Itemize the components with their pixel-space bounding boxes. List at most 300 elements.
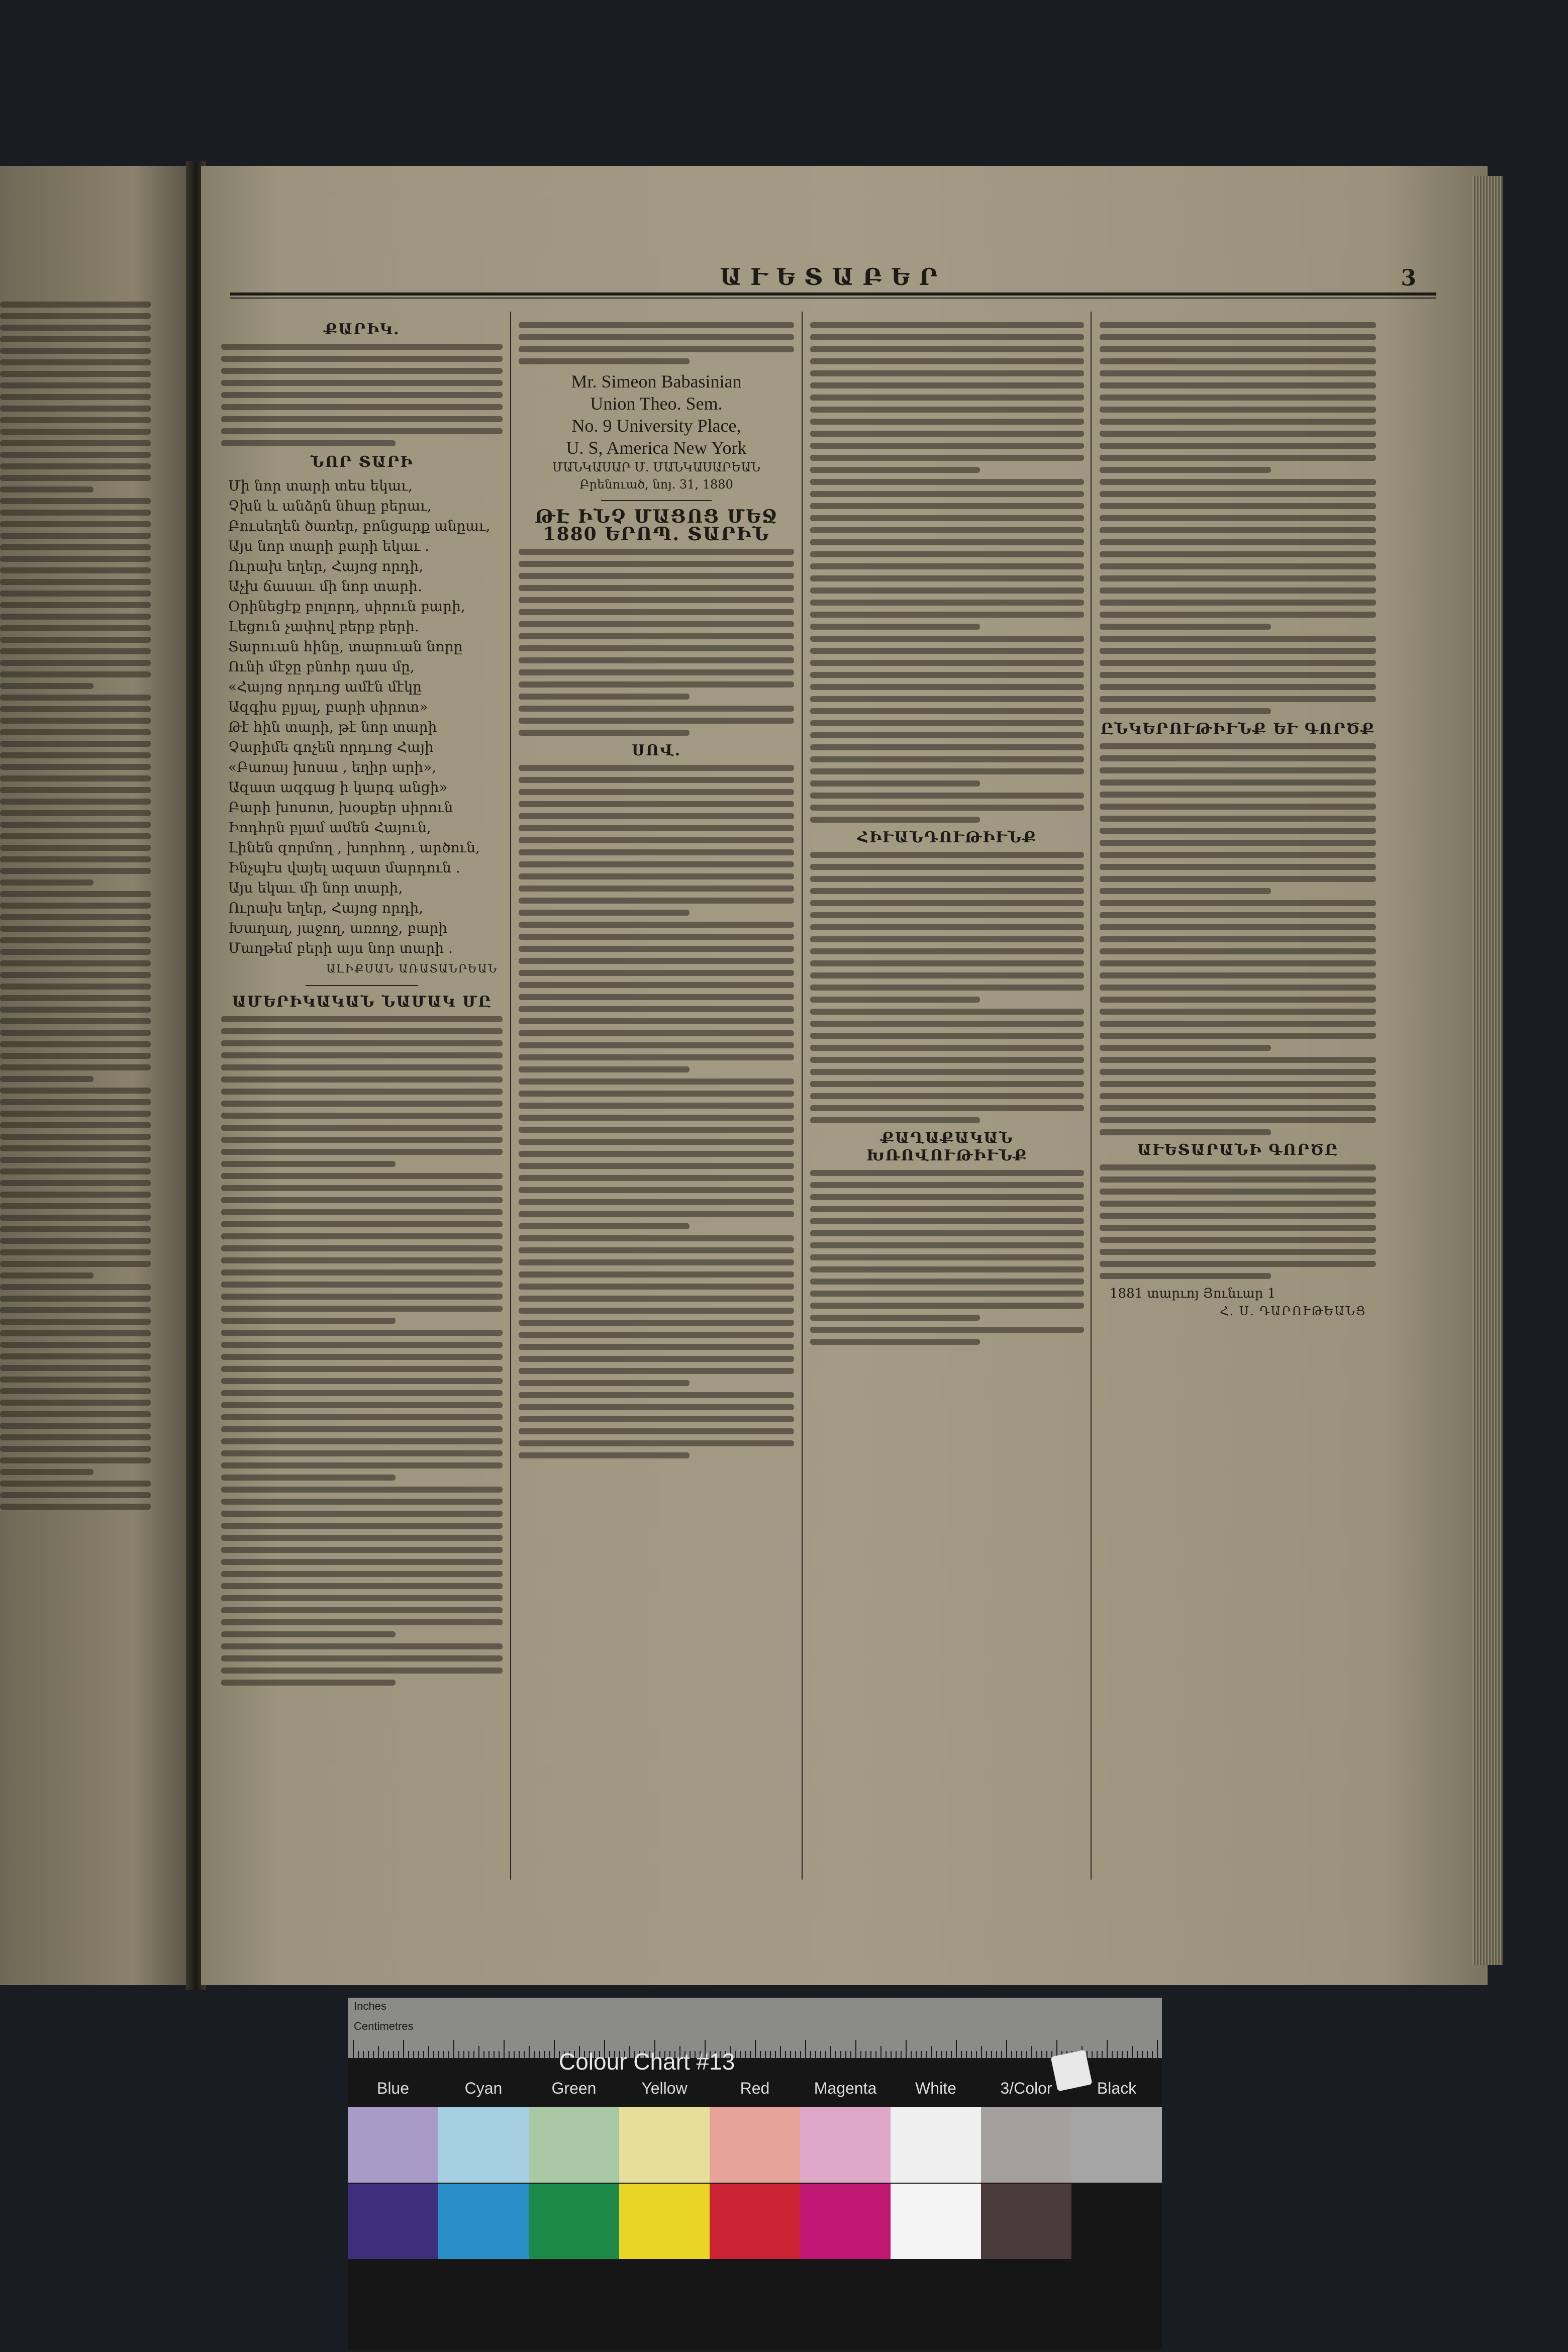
text-line xyxy=(519,1187,794,1193)
text-line xyxy=(0,475,151,481)
text-line xyxy=(810,382,1084,388)
ruler-tick xyxy=(353,2040,354,2058)
text-line xyxy=(1100,1045,1271,1051)
text-line xyxy=(0,579,151,585)
poem-line: Լեցուն չափով բերք բերի. xyxy=(228,618,419,635)
ruler-tick xyxy=(896,2051,897,2058)
text-line xyxy=(1100,346,1376,352)
sub-heading: ՀԻՒԱՆԴՈՒԹԻՒՆՔ xyxy=(857,829,1037,846)
article-text xyxy=(810,852,1084,1123)
column-1 xyxy=(221,317,503,1849)
text-line xyxy=(221,1221,503,1227)
poem-line: Ազատ ազգաց ի կարգ անցի» xyxy=(228,779,448,796)
address-line: No. 9 University Place, xyxy=(571,416,741,436)
text-line xyxy=(1100,382,1376,388)
text-line xyxy=(519,825,794,831)
text-line xyxy=(810,1315,980,1321)
text-line xyxy=(810,780,980,787)
text-line xyxy=(0,1192,151,1198)
ruler-tick xyxy=(358,2051,359,2058)
ruler-tick xyxy=(760,2051,761,2058)
text-line xyxy=(519,1018,794,1024)
ruler-tick xyxy=(845,2051,846,2058)
text-line xyxy=(1100,322,1376,328)
ruler-tick xyxy=(800,2051,801,2058)
column-rule xyxy=(1091,312,1092,1880)
section-heading: ԹԷ ԻՆՉ ՄԱՑՈՑ ՄԵՋ 1880 ԵՐՈՊ. ՏԱՐԻՆ xyxy=(534,506,778,545)
ruler-tick xyxy=(820,2051,821,2058)
text-line xyxy=(1100,743,1376,749)
text-line xyxy=(519,1115,794,1121)
text-line xyxy=(0,1157,151,1163)
text-line xyxy=(0,394,151,400)
article-text xyxy=(810,1170,1084,1345)
text-line xyxy=(1100,419,1376,425)
text-line xyxy=(519,777,794,783)
text-line xyxy=(221,1378,503,1384)
text-line xyxy=(1100,755,1376,761)
text-line xyxy=(0,1353,151,1359)
poem-line: Խաղաղ, յաջող, առողջ, բարի xyxy=(228,920,448,936)
text-line xyxy=(0,1400,151,1406)
text-line xyxy=(221,1438,503,1444)
text-line xyxy=(519,1066,690,1072)
text-line xyxy=(1100,455,1376,461)
text-line xyxy=(810,407,1084,413)
ruler-tick xyxy=(1132,2046,1133,2058)
poem-line: Այս եկաւ մի նոր տարի, xyxy=(228,879,403,896)
text-line xyxy=(221,1113,503,1119)
text-line xyxy=(519,1259,794,1265)
text-line xyxy=(0,1018,151,1024)
text-line xyxy=(519,1091,794,1097)
article-text xyxy=(1100,743,1376,1135)
text-line xyxy=(1100,1237,1376,1243)
text-line xyxy=(519,1079,794,1085)
sub-heading: ԸՆԿԵՐՈՒԹԻՒՆՔ ԵՒ ԳՈՐԾՔ xyxy=(1100,720,1376,738)
text-line xyxy=(1100,648,1376,654)
text-line xyxy=(810,1327,1084,1333)
ruler-tick xyxy=(810,2051,811,2058)
masthead-rule xyxy=(230,292,1436,296)
text-line xyxy=(519,1247,794,1253)
chart-title: Colour Chart #13 xyxy=(559,2048,735,2075)
text-line xyxy=(519,982,794,988)
text-line xyxy=(1100,575,1376,581)
poem-line: Թէ հին տարի, թէ նոր տարի xyxy=(228,719,437,735)
poem-line: Մաղթեմ բերի այս նոր տարի . xyxy=(228,940,453,956)
text-line xyxy=(1100,672,1376,678)
text-line xyxy=(810,1206,1084,1212)
text-line xyxy=(810,479,1084,485)
page-number: 3 xyxy=(1401,265,1416,291)
text-line xyxy=(519,561,794,567)
text-line xyxy=(0,1064,151,1070)
text-line xyxy=(221,1257,503,1263)
text-line xyxy=(1100,1021,1376,1027)
swatch-label: Cyan xyxy=(464,2079,503,2097)
text-line xyxy=(0,637,151,643)
swatch-light-cyan xyxy=(438,2107,529,2183)
text-line xyxy=(1100,491,1376,497)
text-line xyxy=(810,1230,1084,1236)
swatch-light-magenta xyxy=(800,2107,891,2183)
poem-line: Լինեն զորմող , խորհոդ , արծուն, xyxy=(228,839,480,856)
ruler-tick xyxy=(891,2051,892,2058)
ruler-tick xyxy=(1157,2040,1158,2058)
text-line xyxy=(1100,1177,1376,1183)
text-line xyxy=(221,416,503,422)
text-line xyxy=(810,431,1084,437)
text-line xyxy=(221,1547,503,1553)
text-line xyxy=(221,1269,503,1276)
text-line xyxy=(0,1457,151,1463)
text-line xyxy=(0,903,151,909)
text-line xyxy=(0,463,151,469)
ruler-tick xyxy=(534,2051,535,2058)
text-line xyxy=(0,810,151,816)
text-line xyxy=(519,1103,794,1109)
text-line xyxy=(810,515,1084,521)
ruler-tick xyxy=(835,2051,836,2058)
text-line xyxy=(1100,1093,1376,1099)
text-line xyxy=(810,793,1084,799)
text-line xyxy=(221,1535,503,1541)
ruler-tick xyxy=(790,2051,791,2058)
address-line: Union Theo. Sem. xyxy=(590,394,723,414)
ruler-tick xyxy=(499,2051,500,2058)
text-line xyxy=(810,370,1084,376)
text-line xyxy=(1100,864,1376,870)
text-line xyxy=(0,1238,151,1244)
text-line xyxy=(0,799,151,805)
ruler-tick xyxy=(539,2051,540,2058)
text-line xyxy=(1100,804,1376,810)
text-line xyxy=(519,633,794,639)
ruler-tick xyxy=(946,2051,947,2058)
text-line xyxy=(810,1093,1084,1099)
ruler-tick xyxy=(780,2046,781,2058)
text-line xyxy=(0,452,151,458)
text-line xyxy=(810,551,1084,557)
text-line xyxy=(221,1330,503,1336)
text-line xyxy=(0,302,151,308)
text-line xyxy=(221,428,503,434)
text-line xyxy=(221,1306,503,1312)
text-line xyxy=(221,1631,396,1637)
text-line xyxy=(810,997,980,1003)
text-line xyxy=(0,1099,151,1105)
poem-line: Ինչպէս վայել ազատ մարդուն . xyxy=(228,859,460,876)
text-line xyxy=(810,527,1084,533)
text-line xyxy=(810,563,1084,569)
swatch-label: Blue xyxy=(376,2079,410,2097)
text-line xyxy=(221,1402,503,1408)
text-line xyxy=(221,1149,503,1155)
text-line xyxy=(0,1041,151,1047)
text-line xyxy=(1100,443,1376,449)
text-line xyxy=(519,1404,794,1410)
text-line xyxy=(1100,936,1376,942)
text-line xyxy=(519,946,794,952)
text-line xyxy=(221,1571,503,1577)
column-3 xyxy=(810,317,1084,1849)
text-line xyxy=(1100,876,1376,882)
ruler-tick xyxy=(1036,2051,1037,2058)
address-date: Բրենուած, նոյ. 31, 1880 xyxy=(579,477,733,492)
ruler-tick xyxy=(1152,2051,1153,2058)
ruler-tick xyxy=(378,2046,379,2058)
text-line xyxy=(221,1414,503,1420)
column-rule xyxy=(510,312,511,1880)
swatch-light-3-color xyxy=(981,2107,1071,2183)
text-line xyxy=(0,706,151,712)
text-line xyxy=(519,346,794,352)
text-line xyxy=(810,744,1084,750)
text-line xyxy=(810,503,1084,509)
text-line xyxy=(810,936,1084,942)
text-line xyxy=(810,756,1084,762)
column-rule xyxy=(802,312,803,1880)
article-text xyxy=(221,344,503,446)
text-line xyxy=(0,498,151,504)
text-line xyxy=(0,1134,151,1140)
ruler-tick xyxy=(966,2051,967,2058)
ruler-tick xyxy=(855,2040,856,2058)
text-line xyxy=(810,1194,1084,1200)
open-book xyxy=(0,106,1503,2015)
poem-line: Օրինեցէք բոլորդ, սիրուն բարի, xyxy=(228,598,465,615)
text-line xyxy=(221,1089,503,1095)
ruler-tick xyxy=(1112,2051,1113,2058)
text-line xyxy=(221,1076,503,1083)
text-line xyxy=(810,864,1084,870)
swatch-dark-black xyxy=(1071,2184,1162,2259)
ruler-tick xyxy=(383,2051,384,2058)
poem-title: ՆՈՐ ՏԱՐԻ xyxy=(310,453,414,471)
ruler-tick xyxy=(549,2051,550,2058)
ruler-tick xyxy=(941,2051,942,2058)
text-line xyxy=(0,879,93,886)
text-line xyxy=(0,1446,151,1452)
text-line xyxy=(1100,479,1376,485)
text-line xyxy=(519,1163,794,1169)
text-line xyxy=(519,837,794,843)
swatch-dark-green xyxy=(529,2184,619,2259)
text-line xyxy=(1100,708,1271,714)
ruler-tick xyxy=(1016,2051,1017,2058)
text-line xyxy=(1100,684,1376,690)
text-line xyxy=(1100,828,1376,834)
text-line xyxy=(810,346,1084,352)
ruler-tick xyxy=(544,2051,545,2058)
text-line xyxy=(0,1122,151,1128)
text-line xyxy=(0,440,151,446)
text-line xyxy=(0,1203,151,1209)
text-line xyxy=(519,922,794,928)
swatch-dark-white xyxy=(891,2184,981,2259)
ruler-tick xyxy=(996,2051,997,2058)
text-line xyxy=(810,912,1084,918)
text-line xyxy=(519,681,794,688)
text-line xyxy=(519,1006,794,1012)
text-line xyxy=(0,348,151,354)
text-line xyxy=(519,621,794,627)
ruler-tick xyxy=(524,2051,525,2058)
text-line xyxy=(1100,624,1271,630)
text-line xyxy=(1100,840,1376,846)
text-line xyxy=(0,775,151,781)
text-line xyxy=(0,614,151,620)
text-line xyxy=(810,805,1084,811)
text-line xyxy=(221,1523,503,1529)
text-line xyxy=(1100,1225,1376,1231)
sub-heading: ՔԱՂԱՔԱԿԱՆ ԽՌՈՎՈՒԹԻՒՆՔ xyxy=(866,1129,1028,1164)
text-line xyxy=(519,1296,794,1302)
text-line xyxy=(0,382,151,388)
text-line xyxy=(0,1307,151,1313)
text-line xyxy=(810,768,1084,774)
swatch-dark-red xyxy=(710,2184,800,2259)
text-line xyxy=(221,1390,503,1396)
ruler-tick xyxy=(509,2051,510,2058)
ruler-tick xyxy=(398,2051,399,2058)
text-line xyxy=(0,648,151,654)
poem-line: Չարիմե գոչեն որդւոց Հայի xyxy=(228,739,434,755)
ruler-tick xyxy=(483,2051,484,2058)
text-line xyxy=(1100,395,1376,401)
ruler-tick xyxy=(956,2040,957,2058)
text-line xyxy=(221,1294,503,1300)
text-line xyxy=(519,358,690,364)
text-line xyxy=(1100,852,1376,858)
text-line xyxy=(221,356,503,362)
ruler-tick xyxy=(1026,2051,1027,2058)
text-line xyxy=(1100,767,1376,773)
text-line xyxy=(0,660,151,666)
poem-author: ԱԼԻՔՍԱՆ ԱՌԱՏԱՆՐԵԱՆ xyxy=(326,963,498,975)
text-line xyxy=(519,1332,794,1338)
text-line xyxy=(0,695,151,701)
text-line xyxy=(519,873,794,879)
swatch-dark-yellow xyxy=(619,2184,710,2259)
section-heading: ՔԱՐԻԿ. xyxy=(324,321,400,338)
text-line xyxy=(810,443,1084,449)
poem-line: Ուրախ եղեր, Հայոց որդի, xyxy=(228,900,424,916)
ruler-tick xyxy=(870,2051,871,2058)
text-line xyxy=(519,849,794,855)
swatch-dark-3-color xyxy=(981,2184,1071,2259)
text-line xyxy=(1100,370,1376,376)
text-line xyxy=(519,322,794,328)
text-line xyxy=(0,718,151,724)
swatch-label: Magenta xyxy=(814,2079,877,2097)
text-line xyxy=(519,765,794,771)
text-line xyxy=(0,544,151,550)
text-line xyxy=(0,486,93,493)
text-line xyxy=(221,1354,503,1360)
ruler-tick xyxy=(529,2046,530,2058)
text-line xyxy=(0,1053,151,1059)
ruler-tick xyxy=(880,2046,881,2058)
ruler-tick xyxy=(1021,2051,1022,2058)
text-line xyxy=(519,1127,794,1133)
poem-line: Այս նոր տարի բարի եկաւ . xyxy=(228,538,430,554)
swatch-labels xyxy=(348,2079,1162,2099)
text-line xyxy=(1100,924,1376,930)
text-line xyxy=(810,672,1084,678)
text-line xyxy=(1100,696,1376,702)
text-line xyxy=(810,684,1084,690)
text-line xyxy=(810,960,1084,966)
article-text xyxy=(1100,322,1376,714)
text-line xyxy=(810,1105,1084,1111)
text-line xyxy=(0,1342,151,1348)
text-line xyxy=(519,898,794,904)
masthead-rule-thin xyxy=(230,298,1436,299)
text-line xyxy=(519,585,794,591)
text-line xyxy=(0,1423,151,1429)
text-line xyxy=(519,1175,794,1181)
text-line xyxy=(519,958,794,964)
text-line xyxy=(0,371,151,377)
page-edges xyxy=(1473,176,1503,1965)
text-line xyxy=(0,937,151,943)
text-line xyxy=(0,556,151,562)
text-line xyxy=(221,404,503,410)
text-line xyxy=(0,591,151,597)
closing-signature: Հ. Ս. ԴԱՐՈՒԹԵԱՆՑ xyxy=(1220,1304,1366,1318)
ruler-tick xyxy=(1127,2051,1128,2058)
poem xyxy=(221,476,503,958)
text-line xyxy=(0,1088,151,1094)
text-line xyxy=(0,1145,151,1151)
text-line xyxy=(221,1595,503,1601)
text-line xyxy=(0,1272,93,1279)
swatch-label: White xyxy=(915,2079,956,2097)
text-line xyxy=(0,1296,151,1302)
ruler-tick xyxy=(745,2051,746,2058)
text-line xyxy=(810,1021,1084,1027)
text-line xyxy=(221,1233,503,1239)
address-line: Mr. Simeon Babasinian xyxy=(571,371,742,391)
text-line xyxy=(0,1007,151,1013)
ruler-tick xyxy=(1011,2051,1012,2058)
text-line xyxy=(519,813,794,819)
text-line xyxy=(519,934,794,940)
text-line xyxy=(221,1342,503,1348)
ruler-tick xyxy=(961,2051,962,2058)
text-line xyxy=(221,1619,503,1625)
text-line xyxy=(1100,407,1376,413)
poem-line: «Հայոց որդւոց ամէն մէկը xyxy=(228,678,422,695)
text-line xyxy=(0,359,151,365)
ruler-tick xyxy=(755,2040,756,2058)
text-line xyxy=(519,1042,794,1048)
text-line xyxy=(0,822,151,828)
text-line xyxy=(0,336,151,342)
text-line xyxy=(810,696,1084,702)
text-line xyxy=(810,1242,1084,1248)
text-line xyxy=(1100,985,1376,991)
text-line xyxy=(221,380,503,386)
text-line xyxy=(221,1366,503,1372)
text-line xyxy=(810,455,1084,461)
ruler-tick xyxy=(775,2051,776,2058)
left-page xyxy=(0,166,191,1985)
text-line xyxy=(1100,888,1271,894)
text-line xyxy=(1100,972,1376,978)
